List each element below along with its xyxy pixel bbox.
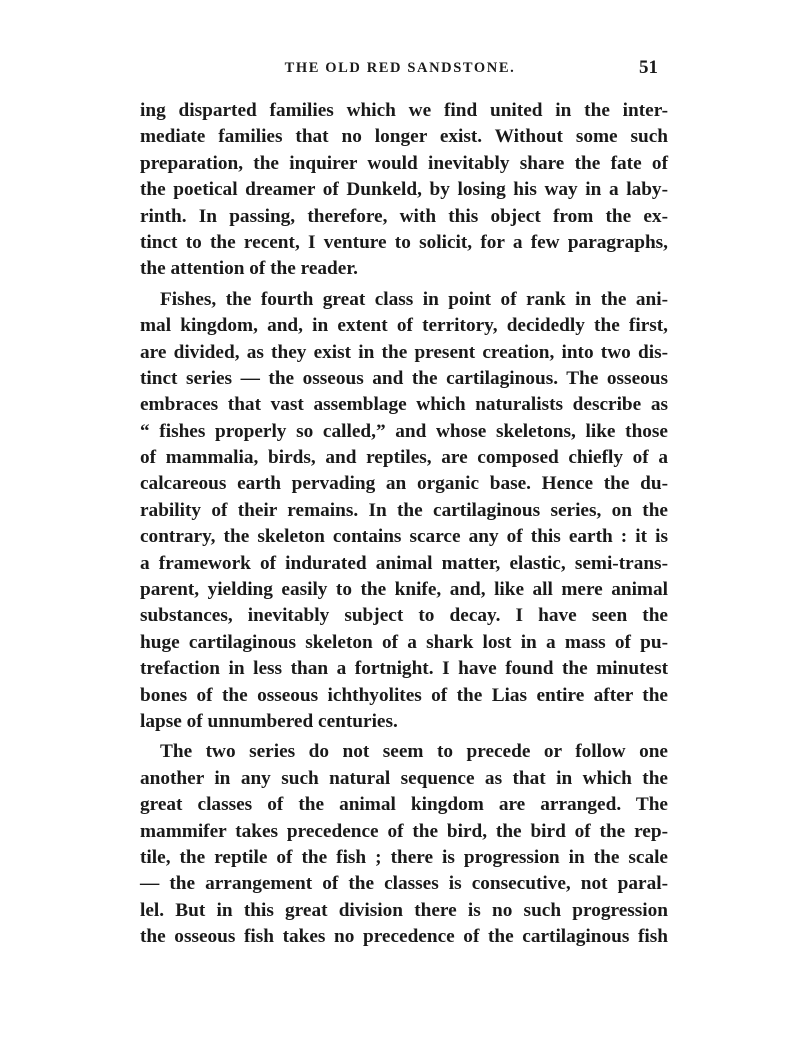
text-line: ing disparted families which we find united in the inter- [140, 100, 668, 121]
text-line: — the arrangement of the classes is consecutive, not paral- [140, 873, 668, 895]
body-text [140, 98, 668, 951]
text-line: a framework of indurated animal matter, elastic, semi-trans- [140, 552, 668, 574]
text-line: The two series do not seem to precede or follow one [160, 741, 668, 763]
text-line: great classes of the animal kingdom are arranged. The [140, 794, 668, 816]
text-line: calcareous earth pervading an organic base. Hence the du- [140, 473, 668, 495]
text-line: trefaction in less than a fortnight. I have found the minutest [140, 658, 668, 680]
text-line: lapse of unnumbered centuries. [140, 710, 398, 732]
text-line: contrary, the skeleton contains scarce any of this earth : it is [140, 526, 668, 548]
text-line: “ fishes properly so called,” and whose skeletons, like those [140, 420, 668, 442]
text-line: lel. But in this great division there is no such progression [140, 899, 668, 921]
text-line: mammifer takes precedence of the bird, the bird of the rep- [140, 820, 668, 842]
text-line: substances, inevitably subject to decay. I have seen the [140, 605, 668, 627]
text-line: parent, yielding easily to the knife, and, like all mere animal [140, 579, 668, 601]
text-line: tinct to the recent, I venture to solicit, for a few paragraphs, [140, 231, 668, 253]
text-line: of mammalia, birds, and reptiles, are composed chiefly of a [140, 447, 668, 469]
text-line: rinth. In passing, therefore, with this object from the ex- [140, 205, 668, 227]
text-line: another in any such natural sequence as that in which the [140, 767, 668, 789]
text-line: mediate families that no longer exist. Without some such [140, 126, 668, 148]
text-line: tinct series — the osseous and the cartilaginous. The osseous [140, 367, 668, 389]
text-line: bones of the osseous ichthyolites of the Lias entire after the [140, 684, 668, 706]
text-line: the osseous fish takes no precedence of the cartilaginous fish [140, 926, 668, 948]
text-line: the attention of the reader. [140, 258, 358, 280]
text-line: mal kingdom, and, in extent of territory, decidedly the first, [140, 315, 668, 337]
text-line: embraces that vast assemblage which naturalists describe as [140, 394, 668, 416]
running-head-title: THE OLD RED SANDSTONE. [284, 60, 516, 76]
page-number: 51 [639, 57, 658, 78]
text-line: tile, the reptile of the fish ; there is progression in the scale [140, 846, 668, 868]
text-line: Fishes, the fourth great class in point of rank in the ani- [160, 288, 668, 310]
text-line: are divided, as they exist in the present creation, into two dis- [140, 341, 668, 363]
text-line: huge cartilaginous skeleton of a shark lost in a mass of pu- [140, 631, 668, 653]
running-head [140, 58, 660, 82]
text-line: the poetical dreamer of Dunkeld, by losing his way in a laby- [140, 179, 668, 201]
text-line: rability of their remains. In the cartilaginous series, on the [140, 499, 668, 521]
text-line: preparation, the inquirer would inevitably share the fate of [140, 152, 668, 174]
